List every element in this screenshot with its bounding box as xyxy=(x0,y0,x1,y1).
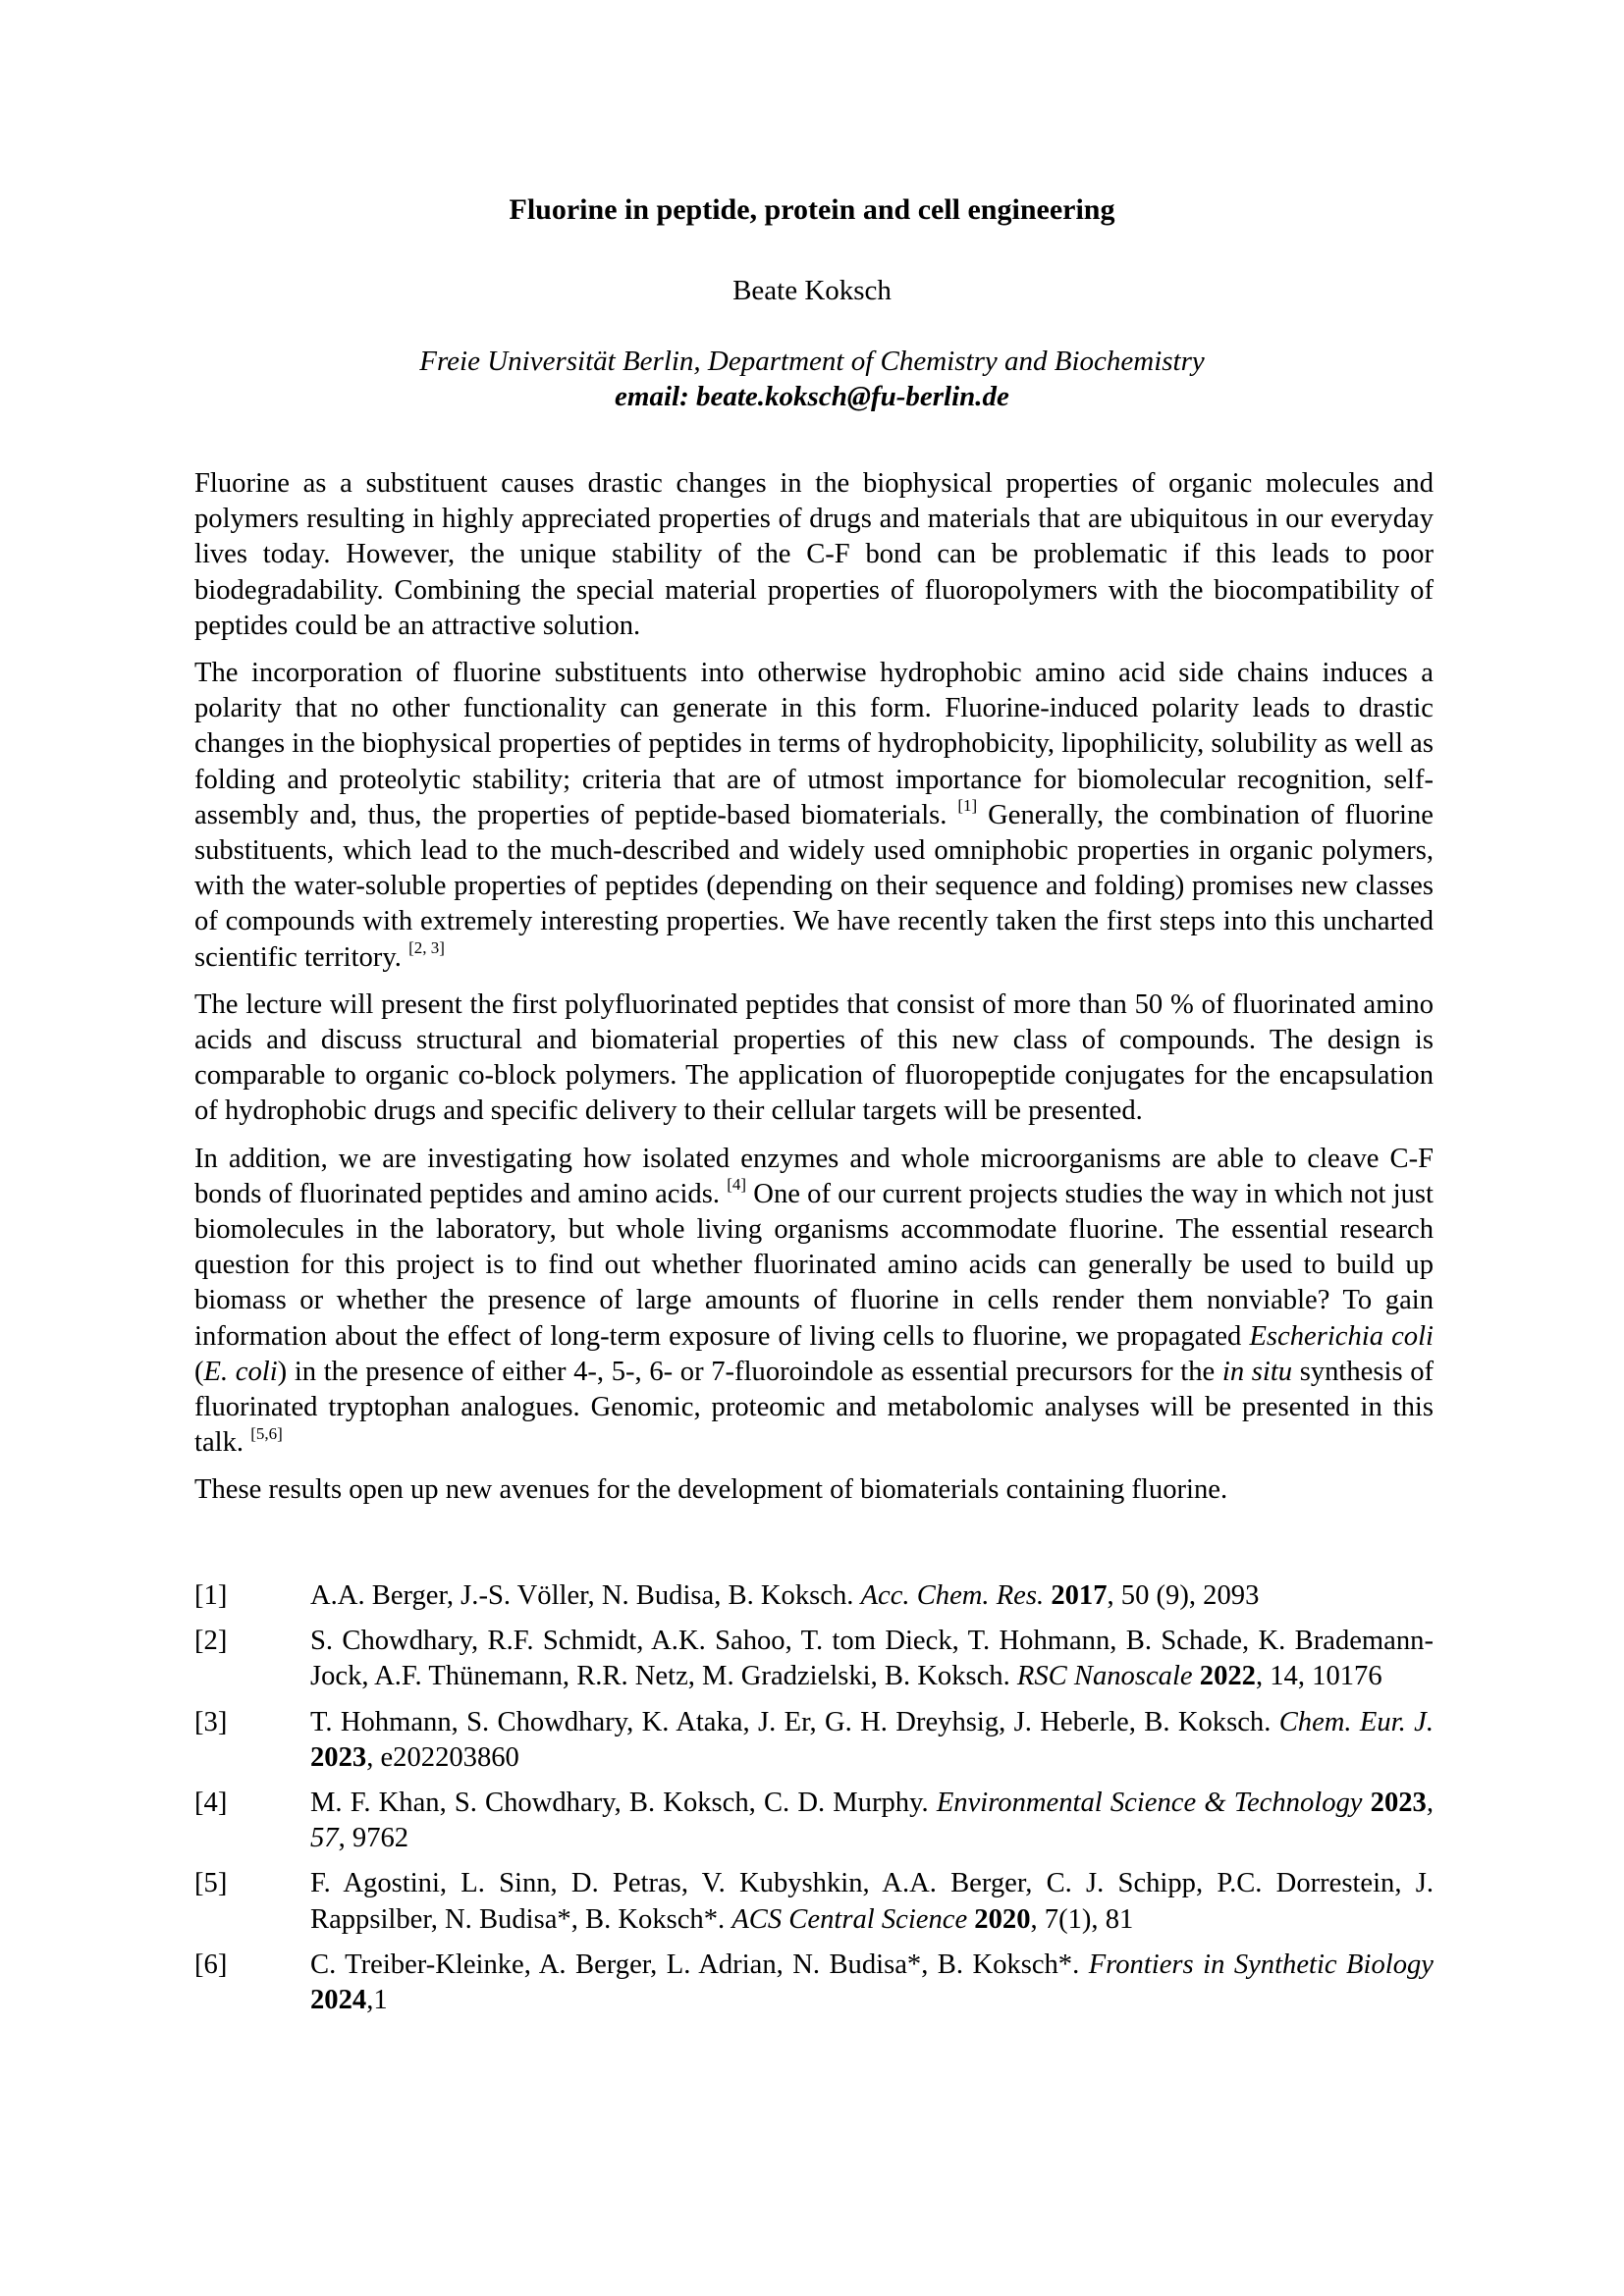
paragraph-text: These results open up new avenues for the development of biomaterials containing fluorine. xyxy=(194,1474,1228,1506)
volume-pages: , 14, 10176 xyxy=(1255,1661,1382,1692)
reference-authors: C. Treiber-Kleinke, A. Berger, L. Adrian, N. Budisa*, B. Koksch*. xyxy=(310,1949,1089,1980)
reference-authors: T. Hohmann, S. Chowdhary, K. Ataka, J. Er, G. H. Dreyhsig, J. Heberle, B. Koksch. xyxy=(310,1706,1279,1737)
volume-pages: , 7(1), 81 xyxy=(1030,1903,1134,1935)
species-abbrev: E. coli xyxy=(203,1356,278,1387)
reference-text xyxy=(310,1578,1434,1614)
reference-authors: A.A. Berger, J.-S. Völler, N. Budisa, B. Koksch. xyxy=(310,1580,861,1611)
volume-number: 57 xyxy=(310,1823,339,1854)
citation-marker: [1] xyxy=(957,796,978,816)
publication-year: 2022 xyxy=(1199,1661,1256,1692)
journal-name: RSC Nanoscale xyxy=(1016,1661,1193,1692)
reference-text xyxy=(310,1624,1434,1694)
publication-year: 2017 xyxy=(1051,1580,1108,1611)
paragraph-5 xyxy=(194,1472,1434,1508)
publication-year: 2024 xyxy=(310,1985,367,2016)
reference-authors: S. Chowdhary, R.F. Schmidt, A.K. Sahoo, T. tom Dieck, T. Hohmann, B. Schade, K. Brademann-Jock, A.F. Thünemann, R.R. Netz, M. Gradzielski, B. Koksch. xyxy=(310,1626,1434,1692)
publication-year: 2020 xyxy=(974,1903,1031,1935)
paragraph-4 xyxy=(194,1142,1434,1462)
reference-text xyxy=(310,1948,1434,2018)
reference-item xyxy=(194,1705,1434,1776)
reference-text xyxy=(310,1705,1434,1776)
reference-number: [6] xyxy=(194,1949,228,1980)
author-email: email: beate.koksch@fu-berlin.de xyxy=(615,381,1009,412)
species-name: Escherichia coli xyxy=(1249,1320,1434,1352)
reference-authors: M. F. Khan, S. Chowdhary, B. Koksch, C. D. Murphy. xyxy=(310,1788,937,1819)
paragraph-2 xyxy=(194,656,1434,976)
volume-pages: , e202203860 xyxy=(366,1741,519,1773)
journal-name: Acc. Chem. Res. xyxy=(860,1580,1045,1611)
paragraph-text: In addition, we are investigating how isolated enzymes and whole microorganisms are able to cleave C-F bonds of fluorinated peptides and amino acids. xyxy=(194,1143,1434,1209)
reference-authors: F. Agostini, L. Sinn, D. Petras, V. Kubyshkin, A.A. Berger, C. J. Schipp, P.C. Dorrestein, J. Rappsilber, N. Budisa*, B. Koksch*. xyxy=(310,1868,1434,1935)
paragraph-3 xyxy=(194,988,1434,1130)
citation-marker: [4] xyxy=(727,1175,747,1195)
reference-item xyxy=(194,1948,1434,2018)
separator: , xyxy=(1426,1788,1434,1819)
paragraph-text: Fluorine as a substituent causes drastic changes in the biophysical properties of organic molecules and polymers resulting in highly appreciated properties of drugs and materials that are ubiquitous in our everyday lives today. However, the unique stability of the C-F bond can be problematic if this leads to poor biodegradability. Combining the special material properties of fluoropolymers with the biocompatibility of peptides could be an attractive solution. xyxy=(194,468,1434,641)
reference-item xyxy=(194,1866,1434,1937)
reference-item xyxy=(194,1578,1434,1614)
reference-list xyxy=(194,1578,1434,2028)
spacer xyxy=(1363,1788,1371,1818)
reference-number: [1] xyxy=(194,1580,228,1611)
paragraph-text: ) in the presence of either 4-, 5-, 6- or 7-fluoroindole as essential precursors for the xyxy=(277,1356,1222,1387)
reference-number: [5] xyxy=(194,1868,228,1899)
paragraph-text: synthesis of fluorinated tryptophan analogues. Genomic, proteomic and metabolomic analyses will be presented in this talk. xyxy=(194,1356,1435,1459)
paragraph-text: ( xyxy=(194,1356,204,1387)
volume-pages: ,1 xyxy=(366,1985,388,2016)
author-name: Beate Koksch xyxy=(732,275,892,306)
publication-year: 2023 xyxy=(1370,1788,1427,1819)
volume-pages: , 9762 xyxy=(338,1823,409,1854)
reference-item xyxy=(194,1786,1434,1856)
paragraph-text: The lecture will present the first polyfluorinated peptides that consist of more than 50 % of fluorinated amino acids and discuss structural and biomaterial properties of this new class of compounds. The design is comparable to organic co-block polymers. The application of fluoropeptide conjugates for the encapsulation of hydrophobic drugs and specific delivery to their cellular targets will be presented. xyxy=(194,988,1434,1127)
author-affiliation: Freie Universität Berlin, Department of Chemistry and Biochemistry xyxy=(419,346,1205,377)
citation-marker: [2, 3] xyxy=(408,938,445,958)
publication-year: 2023 xyxy=(310,1741,367,1773)
journal-name: Frontiers in Synthetic Biology xyxy=(1088,1949,1434,1980)
journal-name: ACS Central Science xyxy=(731,1903,968,1935)
paragraph-text: The incorporation of fluorine substituents into otherwise hydrophobic amino acid side chains induces a polarity that no other functionality can generate in this form. Fluorine-induced polarity leads to drastic changes in the biophysical properties of peptides in terms of hydrophobicity, lipophilicity, solubility as well as folding and proteolytic stability; criteria that are of utmost importance for biomolecular recognition, self-assembly and, thus, the properties of peptide-based biomaterials. xyxy=(194,658,1434,830)
reference-text xyxy=(310,1786,1434,1856)
reference-item xyxy=(194,1624,1434,1694)
document-title: Fluorine in peptide, protein and cell engineering xyxy=(509,193,1115,226)
spacer xyxy=(1193,1661,1200,1691)
volume-pages: , 50 (9), 2093 xyxy=(1107,1580,1260,1611)
reference-text xyxy=(310,1866,1434,1937)
reference-number: [3] xyxy=(194,1706,228,1737)
paragraph-text: Generally, the combination of fluorine substituents, which lead to the much-described and widely used omniphobic properties in organic polymers, with the water-soluble properties of peptides (depending on their sequence and folding) promises new classes of compounds with extremely interesting properties. We have recently taken the first steps into this uncharted scientific territory. xyxy=(194,799,1434,973)
abstract-body xyxy=(194,466,1434,1521)
reference-number: [2] xyxy=(194,1626,228,1657)
paragraph-1 xyxy=(194,466,1434,644)
citation-marker: [5,6] xyxy=(250,1423,283,1443)
journal-name: Environmental Science & Technology xyxy=(936,1788,1363,1819)
reference-number: [4] xyxy=(194,1788,228,1819)
paragraph-text: One of our current projects studies the way in which not just biomolecules in the laboratory, but whole living organisms accommodate fluorine. The essential research question for this project is to find out whether fluorinated amino acids can generally be used to build up biomass or whether the presence of large amounts of fluorine in cells render them nonviable? To gain information about the effect of long-term exposure of living cells to fluorine, we propagated xyxy=(194,1178,1434,1352)
latin-term: in situ xyxy=(1221,1356,1293,1387)
journal-name: Chem. Eur. J. xyxy=(1278,1706,1434,1737)
